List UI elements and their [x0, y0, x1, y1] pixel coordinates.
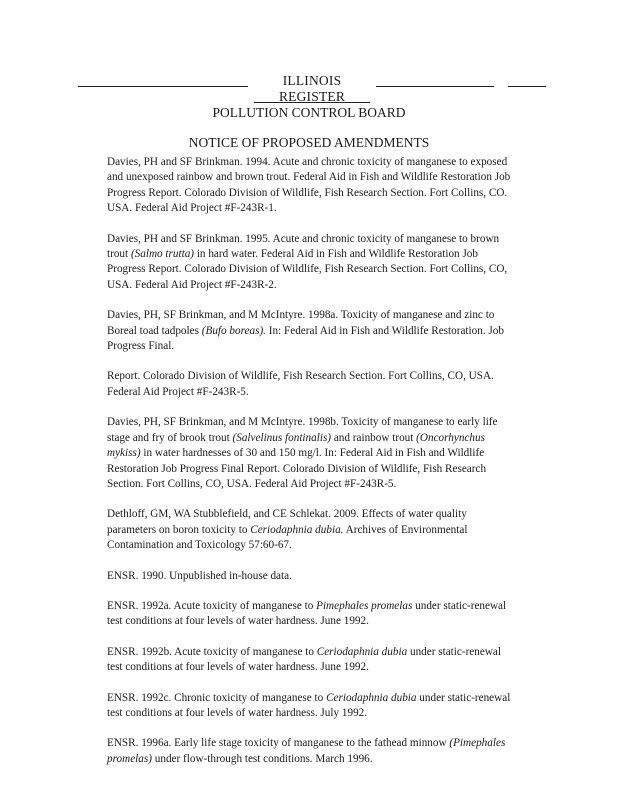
header-rule-far-right: [508, 86, 546, 87]
reference-text: ENSR. 1996a. Early life stage toxicity of manganese to the fathead minnow: [107, 737, 450, 750]
reference-entry: [107, 569, 517, 584]
reference-text: ENSR. 1992c. Chronic toxicity of manganese to: [107, 691, 327, 704]
reference-text: under flow-through test conditions. March 1996.: [151, 752, 373, 765]
reference-entry: [107, 369, 517, 400]
reference-italic-text: Ceriodaphnia dubia: [316, 645, 408, 658]
reference-text: Dethloff, GM, WA Stubblefield, and CE Schlekat. 2009. Effects of water quality parameters on boron toxicity to: [107, 508, 467, 536]
reference-entry: [107, 599, 517, 630]
reference-entry: [107, 645, 517, 676]
reference-text: under static-renewal test conditions at four levels of water hardness. July 1992.: [107, 691, 511, 719]
register-header: [78, 73, 546, 104]
reference-italic-text: Ceriodaphnia dubia: [326, 691, 417, 704]
reference-entry: [107, 232, 517, 294]
header-rule-right: [376, 86, 494, 87]
reference-entry: [107, 691, 517, 722]
reference-entry: [107, 736, 517, 767]
reference-text: Davies, PH and SF Brinkman. 1994. Acute and chronic toxicity of manganese to exposed and unexposed rainbow and brown trout. Federal Aid in Fish and Wildlife Restoration Job Progress Report. Colorado Division of Wildlife, Fish Research Section. Fort Collins, CO. USA. Federal Aid Project #F-243R-1.: [107, 156, 511, 215]
reference-text: In: Federal Aid in Fish and Wildlife Restoration. Job Progress Final.: [107, 324, 504, 353]
reference-text: under static-renewal test conditions at four levels of water hardness. June 1992.: [107, 599, 507, 628]
reference-text: in hard water. Federal Aid in Fish and Wildlife Restoration Job Progress Report. Colorado Division of Wildlife, Fish Research Section. Fort Collins, CO, USA. Federal Aid Project #F-243R-2.: [107, 248, 508, 291]
reference-text: ENSR. 1992b. Acute toxicity of manganese to: [107, 645, 317, 658]
reference-entry: [107, 155, 517, 217]
reference-italic-text: Ceriodaphnia dubia.: [250, 523, 344, 536]
reference-text: and rainbow trout: [331, 431, 417, 444]
reference-italic-text: (Pimephales promelas): [107, 737, 506, 765]
register-title: ILLINOIS REGISTER: [248, 73, 376, 105]
reference-italic-text: (Oncorhynchus mykiss): [107, 431, 485, 460]
reference-text: Davies, PH, SF Brinkman, and M McIntyre. 1998b. Toxicity of manganese to early life stage and fry of brook trout: [107, 416, 498, 444]
reference-text: Report. Colorado Division of Wildlife, Fish Research Section. Fort Collins, CO, USA. Federal Aid Project #F-243R-5.: [107, 370, 494, 398]
notice-title: NOTICE OF PROPOSED AMENDMENTS: [188, 135, 430, 150]
reference-text: Davies, PH, SF Brinkman, and M McIntyre. 1998a. Toxicity of manganese and zinc to Boreal toad tadpoles: [107, 309, 495, 337]
reference-text: Davies, PH and SF Brinkman. 1995. Acute and chronic toxicity of manganese to brown trout: [107, 232, 500, 261]
reference-entry: [107, 507, 517, 553]
reference-italic-text: (Bufo boreas).: [201, 324, 266, 337]
board-title: POLLUTION CONTROL BOARD: [212, 105, 406, 120]
reference-entry: [107, 415, 517, 492]
header-rule-left: [78, 86, 248, 87]
reference-list: [107, 155, 517, 782]
reference-text: under static-renewal test conditions at four levels of water hardness. June 1992.: [107, 645, 501, 674]
reference-text: Archives of Environmental Contamination and Toxicology 57:60-67.: [107, 523, 468, 552]
reference-italic-text: Pimephales promelas: [316, 599, 413, 612]
reference-italic-text: (Salvelinus fontinalis): [232, 431, 332, 444]
reference-text: ENSR. 1990. Unpublished in-house data.: [107, 569, 292, 582]
reference-italic-text: (Salmo trutta): [130, 248, 195, 261]
reference-text: ENSR. 1992a. Acute toxicity of manganese to: [107, 599, 317, 612]
reference-entry: [107, 308, 517, 354]
reference-text: in water hardnesses of 30 and 150 mg/l. In: Federal Aid in Fish and Wildlife Restoration Job Progress Final Report. Colorado Division of Wildlife, Fish Research Section. Fort Collins, CO, USA. Federal Aid Project #F-243R-5.: [107, 447, 487, 490]
